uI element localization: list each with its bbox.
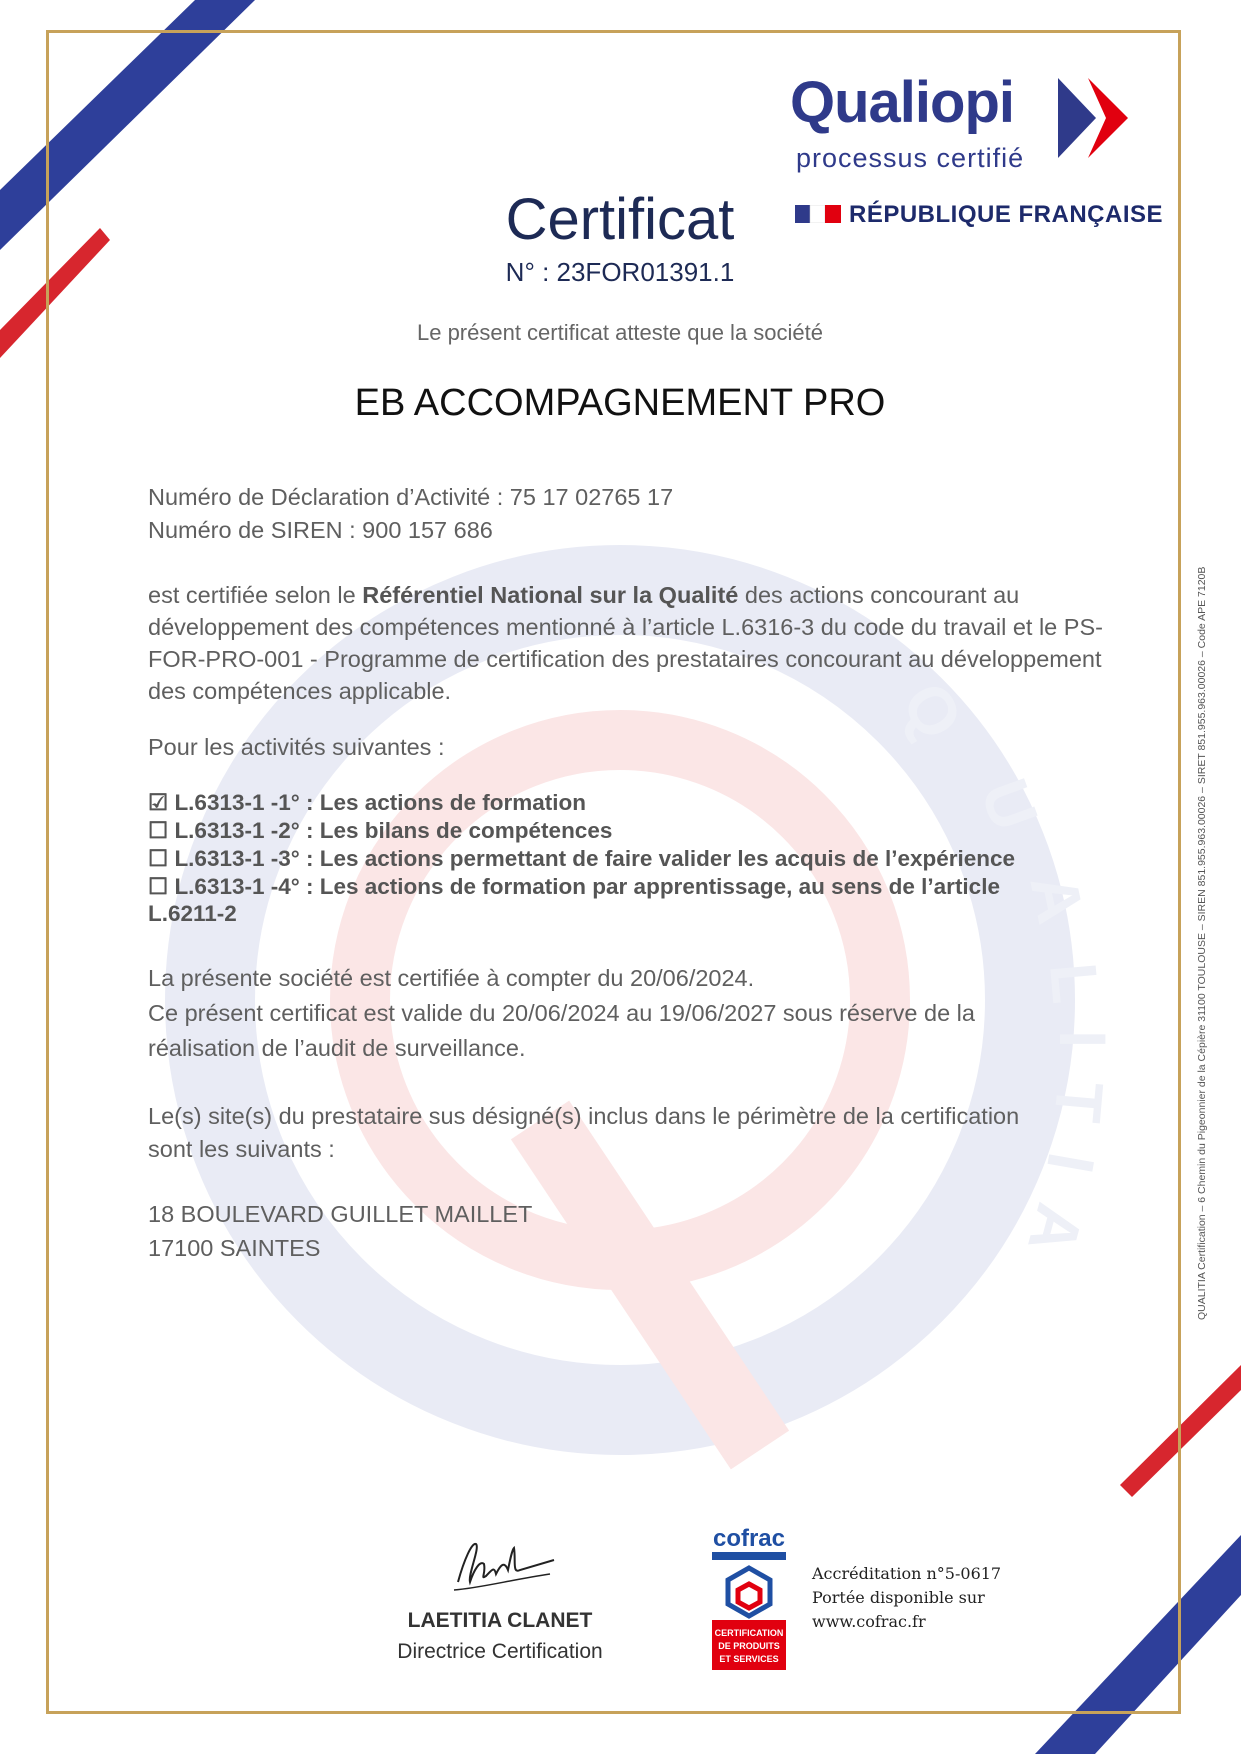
checkbox-empty-icon: ☐: [148, 818, 169, 843]
qualiopi-arrows-icon: [1058, 78, 1148, 158]
svg-text:A: A: [1016, 867, 1099, 930]
activity-item: ☑ L.6313-1 -1° : Les actions de formation: [148, 790, 587, 815]
svg-text:CERTIFICATION: CERTIFICATION: [714, 1628, 784, 1638]
cofrac-scope: Portée disponible sur: [812, 1588, 985, 1607]
checkbox-empty-icon: ☐: [148, 874, 169, 899]
cofrac-accreditation-number: Accréditation n°5-0617: [812, 1564, 1002, 1583]
certificate-number: N° : 23FOR01391.1: [505, 257, 735, 287]
cofrac-link[interactable]: www.cofrac.fr: [812, 1612, 926, 1631]
activity-item: ☐ L.6313-1 -3° : Les actions permettant de faire valider les acquis de l’expérience: [148, 846, 1016, 871]
certification-statement: est certifiée selon le Référentiel National sur la Qualité des actions concourant au développement des compétences mentionné à l’article L.6316-3 du code du travail et le PS-FOR-PRO-001 - Programme de certification des prestataires concourant au développement des compétences applicable.: [148, 582, 1103, 704]
checkbox-checked-icon: ☑: [148, 790, 169, 815]
issuer-legal-info: QUALITIA Certification – 6 Chemin du Pigeonnier de la Cépière 31100 TOULOUSE – SIREN 851.955.963.00026 – SIRET 851.955.963.00026 – Code APE 7120B: [1196, 566, 1208, 1320]
republique-francaise-text: RÉPUBLIQUE FRANÇAISE: [849, 201, 1164, 228]
certificate-title: Certificat: [505, 187, 735, 252]
activity-item: ☐ L.6313-1 -4° : Les actions de formation par apprentissage, au sens de l’article: [148, 874, 1000, 899]
svg-text:T: T: [1040, 1078, 1118, 1126]
certificate-intro: Le présent certificat atteste que la société: [416, 320, 823, 345]
svg-text:Q: Q: [887, 670, 978, 752]
activities-intro: Pour les activités suivantes :: [148, 734, 445, 760]
company-name: EB ACCOMPAGNEMENT PRO: [354, 382, 886, 424]
cofrac-accreditation: [812, 1562, 1042, 1634]
siren-number: Numéro de SIREN : 900 157 686: [148, 517, 493, 543]
validity-line: Ce présent certificat est valide du 20/06/2024 au 19/06/2027 sous réserve de la: [148, 1000, 975, 1026]
svg-text:I: I: [1046, 1030, 1120, 1049]
cofrac-logo: [708, 1524, 790, 1672]
handwritten-signature: [450, 1530, 560, 1600]
certification-date: La présente société est certifiée à compter du 20/06/2024.: [148, 965, 755, 991]
qualiopi-wordmark: Qualiopi: [790, 70, 1014, 135]
svg-text:ET SERVICES: ET SERVICES: [719, 1654, 779, 1664]
signatory-role: Directrice Certification: [397, 1640, 603, 1663]
svg-text:A: A: [1014, 1196, 1098, 1262]
qualiopi-subtitle: processus certifié: [796, 143, 1025, 173]
svg-text:L: L: [1036, 959, 1114, 1007]
signatory-name: LAETITIA CLANET: [407, 1609, 593, 1632]
sites-statement: Le(s) site(s) du prestataire sus désigné(s) inclus dans le périmètre de la certification: [148, 1103, 1020, 1129]
svg-text:U: U: [966, 769, 1053, 840]
svg-text:cofrac: cofrac: [712, 1525, 786, 1552]
declaration-number: Numéro de Déclaration d’Activité : 75 17 02765 17: [148, 484, 674, 510]
sites-statement: sont les suivants :: [148, 1136, 335, 1162]
validity-line: réalisation de l’audit de surveillance.: [148, 1035, 526, 1061]
activity-item-continuation: L.6211-2: [148, 901, 237, 926]
checkbox-empty-icon: ☐: [148, 846, 169, 871]
referentiel-name: Référentiel National sur la Qualité: [362, 582, 739, 608]
site-address: 18 BOULEVARD GUILLET MAILLET: [148, 1201, 533, 1227]
qualiopi-logo: [790, 70, 1160, 180]
site-address: 17100 SAINTES: [148, 1235, 321, 1261]
svg-text:I: I: [1033, 1147, 1110, 1179]
svg-text:DE PRODUITS: DE PRODUITS: [718, 1641, 780, 1651]
activity-item: ☐ L.6313-1 -2° : Les bilans de compétences: [148, 818, 613, 843]
